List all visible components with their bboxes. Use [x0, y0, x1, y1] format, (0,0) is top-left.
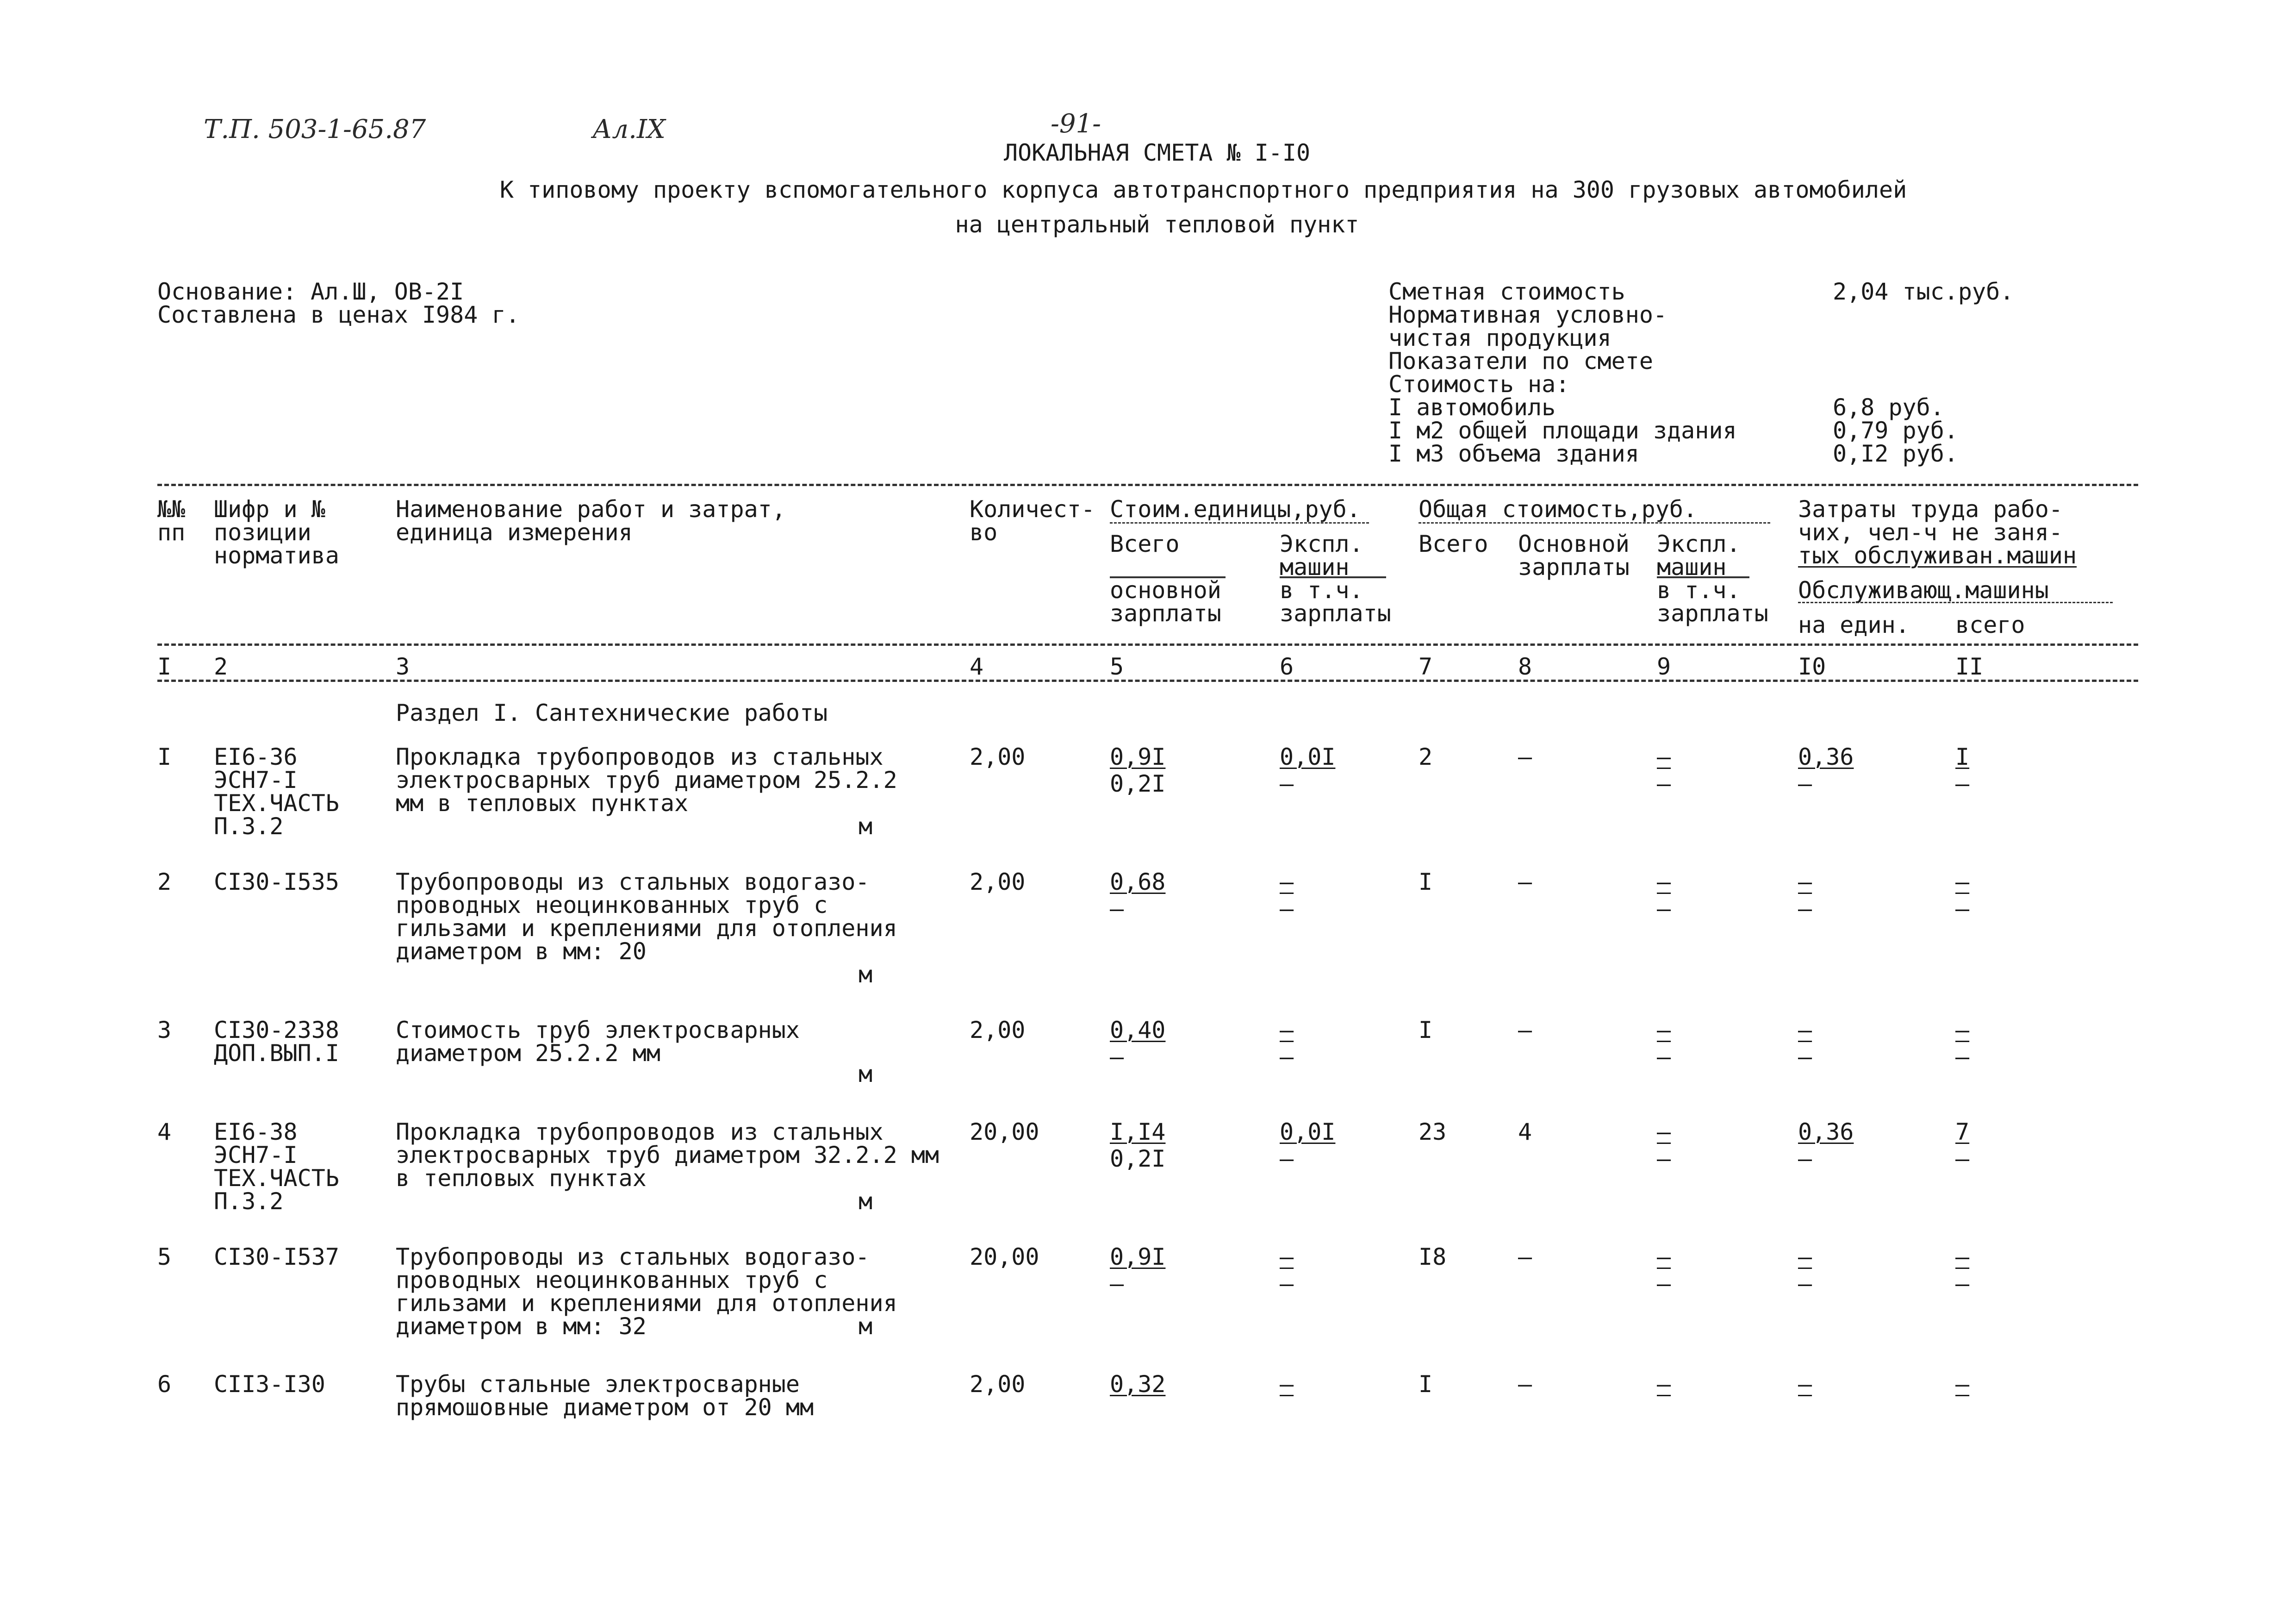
row-unit-machines — [1280, 1120, 1335, 1170]
row-labor-total-bottom: – — [1955, 770, 1970, 797]
col-header-code: Шифр и № позиции норматива — [214, 496, 339, 569]
row-unit-cost-bottom: – — [1110, 1043, 1124, 1070]
col-number: 7 — [1419, 653, 1433, 680]
row-unit-cost — [1110, 745, 1165, 795]
col-header-total: Всего — [1419, 531, 1488, 557]
row-code: ЕI6-36 ЭСН7-I ТЕХ.ЧАСТЬ П.3.2 — [214, 743, 339, 840]
row-labor-total — [1955, 1120, 1969, 1170]
col-number: 6 — [1280, 653, 1294, 680]
row-labor-per-unit — [1798, 1018, 1812, 1068]
row-total-machines-top: – — [1657, 1118, 1671, 1145]
row-total-base-wage: – — [1518, 1243, 1532, 1270]
row-number: 3 — [157, 1017, 172, 1043]
row-unit-machines — [1280, 1373, 1294, 1399]
row-labor-total-top: I — [1955, 743, 1970, 770]
col-number: I — [157, 653, 172, 680]
col-number: 8 — [1518, 653, 1532, 680]
row-total-cost: 23 — [1419, 1118, 1447, 1145]
row-unit-cost — [1110, 1120, 1165, 1170]
row-unit-machines-bottom: – — [1280, 895, 1294, 922]
row-total-machines-top: – — [1657, 1243, 1671, 1270]
col-number: 2 — [214, 653, 228, 680]
row-unit-machines-top: – — [1280, 868, 1294, 895]
row-number: 5 — [157, 1243, 172, 1270]
row-total-base-wage: – — [1518, 1371, 1532, 1398]
row-work-name: Прокладка трубопроводов из стальных электросварных труб диаметром 25.2.2 мм в тепловых пунктах — [396, 743, 897, 817]
row-unit-of-measure: м — [859, 1061, 873, 1087]
row-labor-total-top: – — [1955, 1017, 1970, 1043]
row-total-machines — [1657, 745, 1671, 795]
document-title: ЛОКАЛЬНАЯ СМЕТА № I-I0 — [1003, 139, 1311, 166]
row-total-machines-bottom: – — [1657, 1043, 1671, 1070]
col-header-labor-service: Обслуживающ.машины — [1798, 577, 2049, 604]
price-level-line: Составлена в ценах I984 г. — [157, 301, 520, 328]
labor-service-rule — [1798, 602, 2113, 603]
row-unit-cost-bottom: – — [1110, 1270, 1124, 1297]
row-total-cost: 2 — [1419, 743, 1433, 770]
row-code: СII3-I30 — [214, 1371, 325, 1398]
col-number: II — [1955, 653, 1984, 680]
row-unit-cost-top: 0,32 — [1110, 1371, 1166, 1398]
col-header-name: Наименование работ и затрат, единица измерения — [396, 496, 786, 546]
row-unit-cost-top: 0,9I — [1110, 743, 1166, 770]
group-unit-rule — [1110, 522, 1369, 524]
row-quantity: 20,00 — [970, 1118, 1039, 1145]
row-unit-machines — [1280, 1245, 1294, 1295]
row-number: 6 — [157, 1371, 172, 1398]
row-total-cost: I8 — [1419, 1243, 1447, 1270]
row-labor-per-unit-bottom: – — [1798, 1270, 1812, 1297]
row-total-machines-top: – — [1657, 868, 1671, 895]
col-header-unit-machines: Экспл. машин — [1280, 531, 1363, 581]
row-quantity: 2,00 — [970, 868, 1026, 895]
row-labor-per-unit — [1798, 745, 1854, 795]
row-labor-total-bottom: – — [1955, 895, 1970, 922]
row-total-base-wage: – — [1518, 868, 1532, 895]
col-header-quantity: Количест- во — [970, 496, 1095, 546]
group-total-rule — [1419, 522, 1770, 524]
row-labor-per-unit-bottom: – — [1798, 1043, 1812, 1070]
row-unit-machines-bottom: – — [1280, 1270, 1294, 1297]
row-unit-machines-bottom: – — [1280, 1145, 1294, 1172]
row-quantity: 2,00 — [970, 743, 1026, 770]
row-number: 4 — [157, 1118, 172, 1145]
row-unit-of-measure: м — [859, 961, 873, 988]
row-unit-machines-top: 0,0I — [1280, 1118, 1336, 1145]
row-labor-per-unit-top: 0,36 — [1798, 1118, 1854, 1145]
row-total-cost: I — [1419, 1017, 1433, 1043]
album-number: Ал.IX — [592, 114, 666, 144]
row-unit-machines-bottom: – — [1280, 1043, 1294, 1070]
row-unit-cost-bottom: 0,2I — [1110, 1145, 1166, 1172]
row-unit-cost-top: 0,40 — [1110, 1017, 1166, 1043]
row-unit-machines-top: – — [1280, 1243, 1294, 1270]
page-number: -91- — [1051, 109, 1101, 139]
row-total-machines-top: – — [1657, 743, 1671, 770]
row-total-cost: I — [1419, 868, 1433, 895]
row-unit-machines — [1280, 870, 1294, 920]
row-labor-total — [1955, 1245, 1969, 1295]
row-labor-per-unit — [1798, 1373, 1812, 1399]
row-total-machines — [1657, 870, 1671, 920]
row-total-base-wage: 4 — [1518, 1118, 1532, 1145]
row-total-machines-bottom: – — [1657, 895, 1671, 922]
row-quantity: 20,00 — [970, 1243, 1039, 1270]
row-number: 2 — [157, 868, 172, 895]
row-labor-total — [1955, 870, 1969, 920]
col-number: 5 — [1110, 653, 1124, 680]
col-group-unit-cost: Стоим.единицы,руб. — [1110, 496, 1361, 523]
row-code: СI30-2338 ДОП.ВЫП.I — [214, 1017, 339, 1067]
row-labor-total-bottom: – — [1955, 1043, 1970, 1070]
col-header-unit-base-wage: основной зарплаты — [1110, 577, 1221, 627]
header-bottom-rule — [157, 680, 2138, 682]
row-quantity: 2,00 — [970, 1371, 1026, 1398]
row-labor-per-unit-top: – — [1798, 1017, 1812, 1043]
row-total-machines — [1657, 1018, 1671, 1068]
row-labor-total-top: – — [1955, 1243, 1970, 1270]
row-total-machines-bottom: – — [1657, 770, 1671, 797]
row-unit-of-measure: м — [859, 1188, 873, 1215]
col-number: 3 — [396, 653, 410, 680]
row-total-base-wage: – — [1518, 1017, 1532, 1043]
row-unit-cost — [1110, 870, 1165, 920]
row-total-machines — [1657, 1373, 1671, 1399]
row-unit-machines-top: – — [1280, 1371, 1294, 1398]
row-unit-cost — [1110, 1373, 1165, 1399]
row-unit-cost-top: I,I4 — [1110, 1118, 1166, 1145]
row-total-cost: I — [1419, 1371, 1433, 1398]
col-number: 4 — [970, 653, 984, 680]
basis-line: Основание: Ал.Ш, ОВ-2I — [157, 278, 464, 305]
row-labor-per-unit-top: 0,36 — [1798, 743, 1854, 770]
row-work-name: Стоимость труб электросварных диаметром 25.2.2 мм — [396, 1017, 800, 1067]
row-labor-per-unit — [1798, 870, 1812, 920]
row-labor-total-bottom: – — [1955, 1270, 1970, 1297]
row-labor-per-unit — [1798, 1120, 1854, 1170]
row-unit-cost — [1110, 1018, 1165, 1068]
col-header-labor-total: всего — [1955, 612, 2025, 638]
row-labor-total — [1955, 745, 1969, 795]
row-quantity: 2,00 — [970, 1017, 1026, 1043]
col-header-unit-total: Всего — [1110, 531, 1180, 557]
row-labor-total — [1955, 1373, 1969, 1399]
row-number: I — [157, 743, 172, 770]
row-code: ЕI6-38 ЭСН7-I ТЕХ.ЧАСТЬ П.3.2 — [214, 1118, 339, 1215]
row-unit-cost-bottom: – — [1110, 895, 1124, 922]
row-unit-cost-bottom: 0,2I — [1110, 770, 1166, 797]
row-unit-machines — [1280, 1018, 1294, 1068]
col-number: 9 — [1657, 653, 1671, 680]
row-labor-per-unit-top: – — [1798, 868, 1812, 895]
section-title: Раздел I. Сантехнические работы — [396, 700, 828, 726]
row-labor-per-unit — [1798, 1245, 1812, 1295]
row-labor-total-bottom: – — [1955, 1145, 1970, 1172]
document-subtitle: К типовому проекту вспомогательного корпуса автотранспортного предприятия на 300 грузовых автомобилей — [499, 176, 1907, 203]
col-header-total-base-wage: Основной зарплаты — [1518, 531, 1630, 581]
row-labor-total-top: – — [1955, 868, 1970, 895]
summary-labels: Сметная стоимость Нормативная условно- чистая продукция Показатели по смете Стоимость на: I автомобиль I м2 общей площади здания I м3 объема здания — [1388, 278, 1737, 467]
row-labor-per-unit-bottom: – — [1798, 770, 1812, 797]
col-header-total-machine-wage: в т.ч. зарплаты — [1657, 577, 1768, 627]
row-unit-machines — [1280, 745, 1335, 795]
row-labor-total-top: – — [1955, 1371, 1970, 1398]
row-total-machines-top: – — [1657, 1371, 1671, 1398]
col-group-labor-line3: тых обслуживан.машин — [1798, 542, 2077, 569]
row-work-name: Трубы стальные электросварные прямошовные диаметром от 20 мм — [396, 1371, 814, 1421]
row-code: СI30-I537 — [214, 1243, 339, 1270]
row-labor-total — [1955, 1018, 1969, 1068]
row-total-base-wage: – — [1518, 743, 1532, 770]
row-unit-cost-top: 0,68 — [1110, 868, 1166, 895]
col-header-labor-per-unit: на един. — [1798, 612, 1910, 638]
row-labor-total-top: 7 — [1955, 1118, 1970, 1145]
document-subtitle-2: на центральный тепловой пункт — [955, 211, 1359, 238]
row-code: СI30-I535 — [214, 868, 339, 895]
row-total-machines-bottom: – — [1657, 1145, 1671, 1172]
estimated-cost-value: 2,04 тыс.руб. — [1833, 278, 2014, 305]
row-unit-cost-top: 0,9I — [1110, 1243, 1166, 1270]
row-total-machines-bottom: – — [1657, 1270, 1671, 1297]
row-labor-per-unit-bottom: – — [1798, 1145, 1812, 1172]
row-unit-machines-top: 0,0I — [1280, 743, 1336, 770]
col-number: I0 — [1798, 653, 1826, 680]
row-labor-per-unit-top: – — [1798, 1243, 1812, 1270]
row-unit-of-measure: м — [859, 813, 873, 840]
per-unit-values: 6,8 руб. 0,79 руб. 0,I2 руб. — [1833, 394, 1958, 467]
row-work-name: Прокладка трубопроводов из стальных электросварных труб диаметром 32.2.2 мм в тепловых пунктах — [396, 1118, 939, 1192]
header-mid-rule — [157, 643, 2138, 646]
row-total-machines-top: – — [1657, 1017, 1671, 1043]
col-header-unit-machine-wage: в т.ч. зарплаты — [1280, 577, 1391, 627]
row-unit-cost — [1110, 1245, 1165, 1295]
row-work-name: Трубопроводы из стальных водогазо- проводных неоцинкованных труб с гильзами и креплениями для отопления диаметром в мм: 20 — [396, 868, 897, 965]
row-labor-per-unit-bottom: – — [1798, 895, 1812, 922]
row-unit-machines-bottom: – — [1280, 770, 1294, 797]
row-unit-machines-top: – — [1280, 1017, 1294, 1043]
col-group-total-cost: Общая стоимость,руб. — [1419, 496, 1698, 523]
col-header-number: №№ пп — [157, 496, 186, 546]
col-header-total-machines: Экспл. машин — [1657, 531, 1741, 581]
project-reference: Т.П. 503-1-65.87 — [204, 114, 426, 144]
row-labor-per-unit-top: – — [1798, 1371, 1812, 1398]
col-group-labor: Затраты труда рабо- чих, чел-ч не заня- — [1798, 496, 2063, 546]
header-top-rule — [157, 484, 2138, 486]
row-total-machines — [1657, 1245, 1671, 1295]
row-total-machines — [1657, 1120, 1671, 1170]
row-work-name: Трубопроводы из стальных водогазо- проводных неоцинкованных труб с гильзами и креплениями для отопления диаметром в мм: 32 — [396, 1243, 897, 1340]
row-unit-of-measure: м — [859, 1313, 873, 1340]
